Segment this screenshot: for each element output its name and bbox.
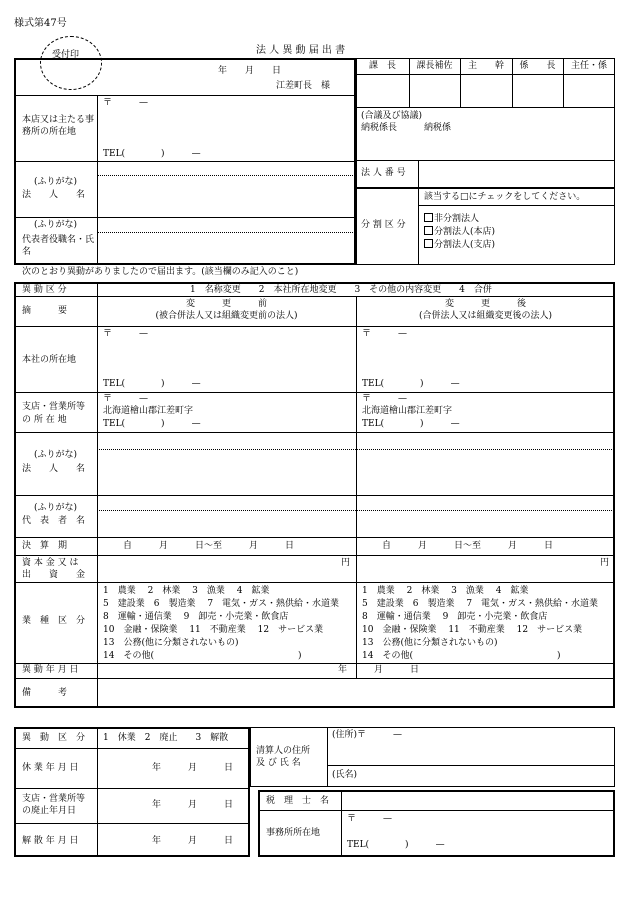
abolish-label-1: 支店・営業所等 bbox=[22, 794, 86, 804]
after-branch-tel[interactable]: TEL( ) — bbox=[362, 419, 460, 429]
before-fiscal[interactable]: 自 月 日～至 月 日 bbox=[123, 541, 295, 551]
suspend-date-value[interactable]: 年 月 日 bbox=[152, 763, 234, 773]
before-branch-postal[interactable]: 〒 — bbox=[103, 394, 149, 404]
checkbox-icon[interactable] bbox=[424, 239, 433, 248]
tax-office-postal[interactable]: 〒 — bbox=[347, 814, 393, 824]
tax-office-tel[interactable]: TEL( ) — bbox=[347, 840, 445, 850]
before-industry-1[interactable]: 1 農業 2 林業 3 漁業 4 鉱業 bbox=[103, 586, 270, 596]
branch-label-2: の 所 在 地 bbox=[22, 415, 67, 425]
suspend-date-label: 休 業 年 月 日 bbox=[22, 763, 79, 773]
after-branch-address[interactable]: 北海道檜山郡江差町字 bbox=[362, 406, 453, 416]
before-industry-2[interactable]: 5 建設業 6 製造業 7 電気・ガス・熱供給・水道業 bbox=[103, 599, 340, 609]
office-header-3: 主 幹 bbox=[467, 61, 504, 71]
hq-tel[interactable]: TEL( ) — bbox=[103, 149, 201, 159]
tax-office-address-label: 事務所所在地 bbox=[266, 828, 321, 838]
after-industry-4[interactable]: 10 金融・保険業 11 不動産業 12 サービス業 bbox=[362, 625, 583, 635]
before-branch-tel[interactable]: TEL( ) — bbox=[103, 419, 201, 429]
division-note: 該当する□にチェックをしてください。 bbox=[424, 192, 586, 202]
hq-location-label: 本社の所在地 bbox=[22, 355, 77, 365]
after-title: 変 更 後 bbox=[444, 299, 526, 309]
date-line[interactable]: 年 月 日 bbox=[218, 66, 282, 76]
consult-line: 納税係長 納税係 bbox=[361, 123, 452, 133]
checkbox-icon[interactable] bbox=[424, 213, 433, 222]
hq-address-label: 本店又は主たる事務所の所在地 bbox=[22, 115, 95, 137]
before-industry-3[interactable]: 8 運輸・通信業 9 卸売・小売業・飲食店 bbox=[103, 612, 289, 622]
abolish-date-value[interactable]: 年 月 日 bbox=[152, 800, 234, 810]
fiscal-label: 決 算 期 bbox=[22, 541, 68, 551]
change-date-label: 異 動 年 月 日 bbox=[22, 665, 79, 675]
office-header-2: 課長補佐 bbox=[416, 61, 453, 71]
branch-label-1: 支店・営業所等 bbox=[22, 402, 86, 412]
change-date-value[interactable]: 年 月 日 bbox=[338, 665, 420, 675]
dissolve-date-value[interactable]: 年 月 日 bbox=[152, 836, 234, 846]
liquidator-block bbox=[250, 727, 615, 787]
consult-title: (合議及び協議) bbox=[361, 111, 423, 121]
corp-name-label: 法 人 名 bbox=[22, 190, 86, 200]
office-header-4: 係 長 bbox=[519, 61, 556, 71]
dissolve-date-label: 解 散 年 月 日 bbox=[22, 836, 79, 846]
form-number: 様式第47号 bbox=[14, 18, 67, 29]
after-hq-tel[interactable]: TEL( ) — bbox=[362, 379, 460, 389]
summary-label: 摘 要 bbox=[22, 306, 68, 316]
addressee: 江差町長 様 bbox=[276, 81, 331, 91]
before-title: 変 更 前 bbox=[185, 299, 267, 309]
change-type-label: 異 動 区 分 bbox=[22, 285, 67, 295]
remarks-label: 備 考 bbox=[22, 688, 68, 698]
after-industry-2[interactable]: 5 建設業 6 製造業 7 電気・ガス・熱供給・水道業 bbox=[362, 599, 599, 609]
capital-label-1: 資 本 金 又 は bbox=[22, 558, 79, 568]
office-header-1: 課 長 bbox=[368, 61, 396, 71]
liquidator-name[interactable]: (氏名) bbox=[332, 770, 358, 780]
hq-postal[interactable]: 〒 — bbox=[103, 98, 149, 108]
before-industry-5[interactable]: 13 公務(他に分類されないもの) bbox=[103, 638, 239, 648]
change-corp-name-label: 法 人 名 bbox=[22, 464, 86, 474]
after-industry-3[interactable]: 8 運輸・通信業 9 卸売・小売業・飲食店 bbox=[362, 612, 548, 622]
before-capital-yen: 円 bbox=[341, 558, 351, 568]
before-hq-tel[interactable]: TEL( ) — bbox=[103, 379, 201, 389]
after-branch-postal[interactable]: 〒 — bbox=[362, 394, 408, 404]
after-fiscal[interactable]: 自 月 日～至 月 日 bbox=[382, 541, 554, 551]
after-industry-5[interactable]: 13 公務(他に分類されないもの) bbox=[362, 638, 498, 648]
division-option-1[interactable]: 非分割法人 bbox=[424, 213, 479, 225]
corp-number-label: 法 人 番 号 bbox=[361, 168, 406, 178]
division-label: 分 割 区 分 bbox=[361, 220, 406, 230]
before-industry-6[interactable]: 14 その他( ) bbox=[103, 651, 302, 661]
rep-label: 代表者役職名・氏名 bbox=[22, 235, 95, 257]
receipt-stamp-label: 受付印 bbox=[52, 50, 80, 60]
before-industry-4[interactable]: 10 金融・保険業 11 不動産業 12 サービス業 bbox=[103, 625, 324, 635]
before-subtitle: (被合併法人又は組織変更前の法人) bbox=[155, 311, 298, 321]
division-option-3[interactable]: 分割法人(支店) bbox=[424, 239, 495, 251]
division-option-2[interactable]: 分割法人(本店) bbox=[424, 226, 495, 238]
change-rep-furigana: (ふりがな) bbox=[34, 503, 78, 513]
lower-type-options[interactable]: 1 休業 2 廃止 3 解散 bbox=[103, 733, 229, 743]
capital-label-2: 出 資 金 bbox=[22, 570, 86, 580]
liquidator-label-1: 清算人の住所 bbox=[256, 746, 311, 756]
industry-label: 業 種 区 分 bbox=[22, 616, 86, 626]
tax-accountant-label: 税 理 士 名 bbox=[266, 796, 330, 806]
change-type-options[interactable]: 1 名称変更 2 本社所在地変更 3 その他の内容変更 4 合併 bbox=[190, 285, 492, 295]
lower-type-label: 異 動 区 分 bbox=[22, 733, 86, 743]
before-branch-address[interactable]: 北海道檜山郡江差町字 bbox=[103, 406, 194, 416]
office-header-5: 主任・係 bbox=[570, 61, 607, 71]
change-corp-furigana: (ふりがな) bbox=[34, 450, 78, 460]
change-rep-label: 代 表 者 名 bbox=[22, 516, 86, 526]
after-subtitle: (合併法人又は組織変更後の法人) bbox=[418, 311, 553, 321]
after-industry-6[interactable]: 14 その他( ) bbox=[362, 651, 561, 661]
liquidator-label-2: 及 び 氏 名 bbox=[256, 758, 301, 768]
before-hq-postal[interactable]: 〒 — bbox=[103, 329, 149, 339]
notice-text: 次のとおり異動がありましたので届出ます。(該当欄のみ記入のこと) bbox=[22, 267, 299, 277]
rep-furigana-label: (ふりがな) bbox=[34, 220, 78, 230]
liquidator-address[interactable]: (住所)〒 — bbox=[332, 730, 403, 740]
page-title: 法 人 異 動 届 出 書 bbox=[256, 45, 346, 56]
after-industry-1[interactable]: 1 農業 2 林業 3 漁業 4 鉱業 bbox=[362, 586, 529, 596]
checkbox-icon[interactable] bbox=[424, 226, 433, 235]
corp-furigana-label: (ふりがな) bbox=[34, 177, 78, 187]
abolish-label-2: の廃止年月日 bbox=[22, 806, 77, 816]
after-capital-yen: 円 bbox=[600, 558, 610, 568]
after-hq-postal[interactable]: 〒 — bbox=[362, 329, 408, 339]
